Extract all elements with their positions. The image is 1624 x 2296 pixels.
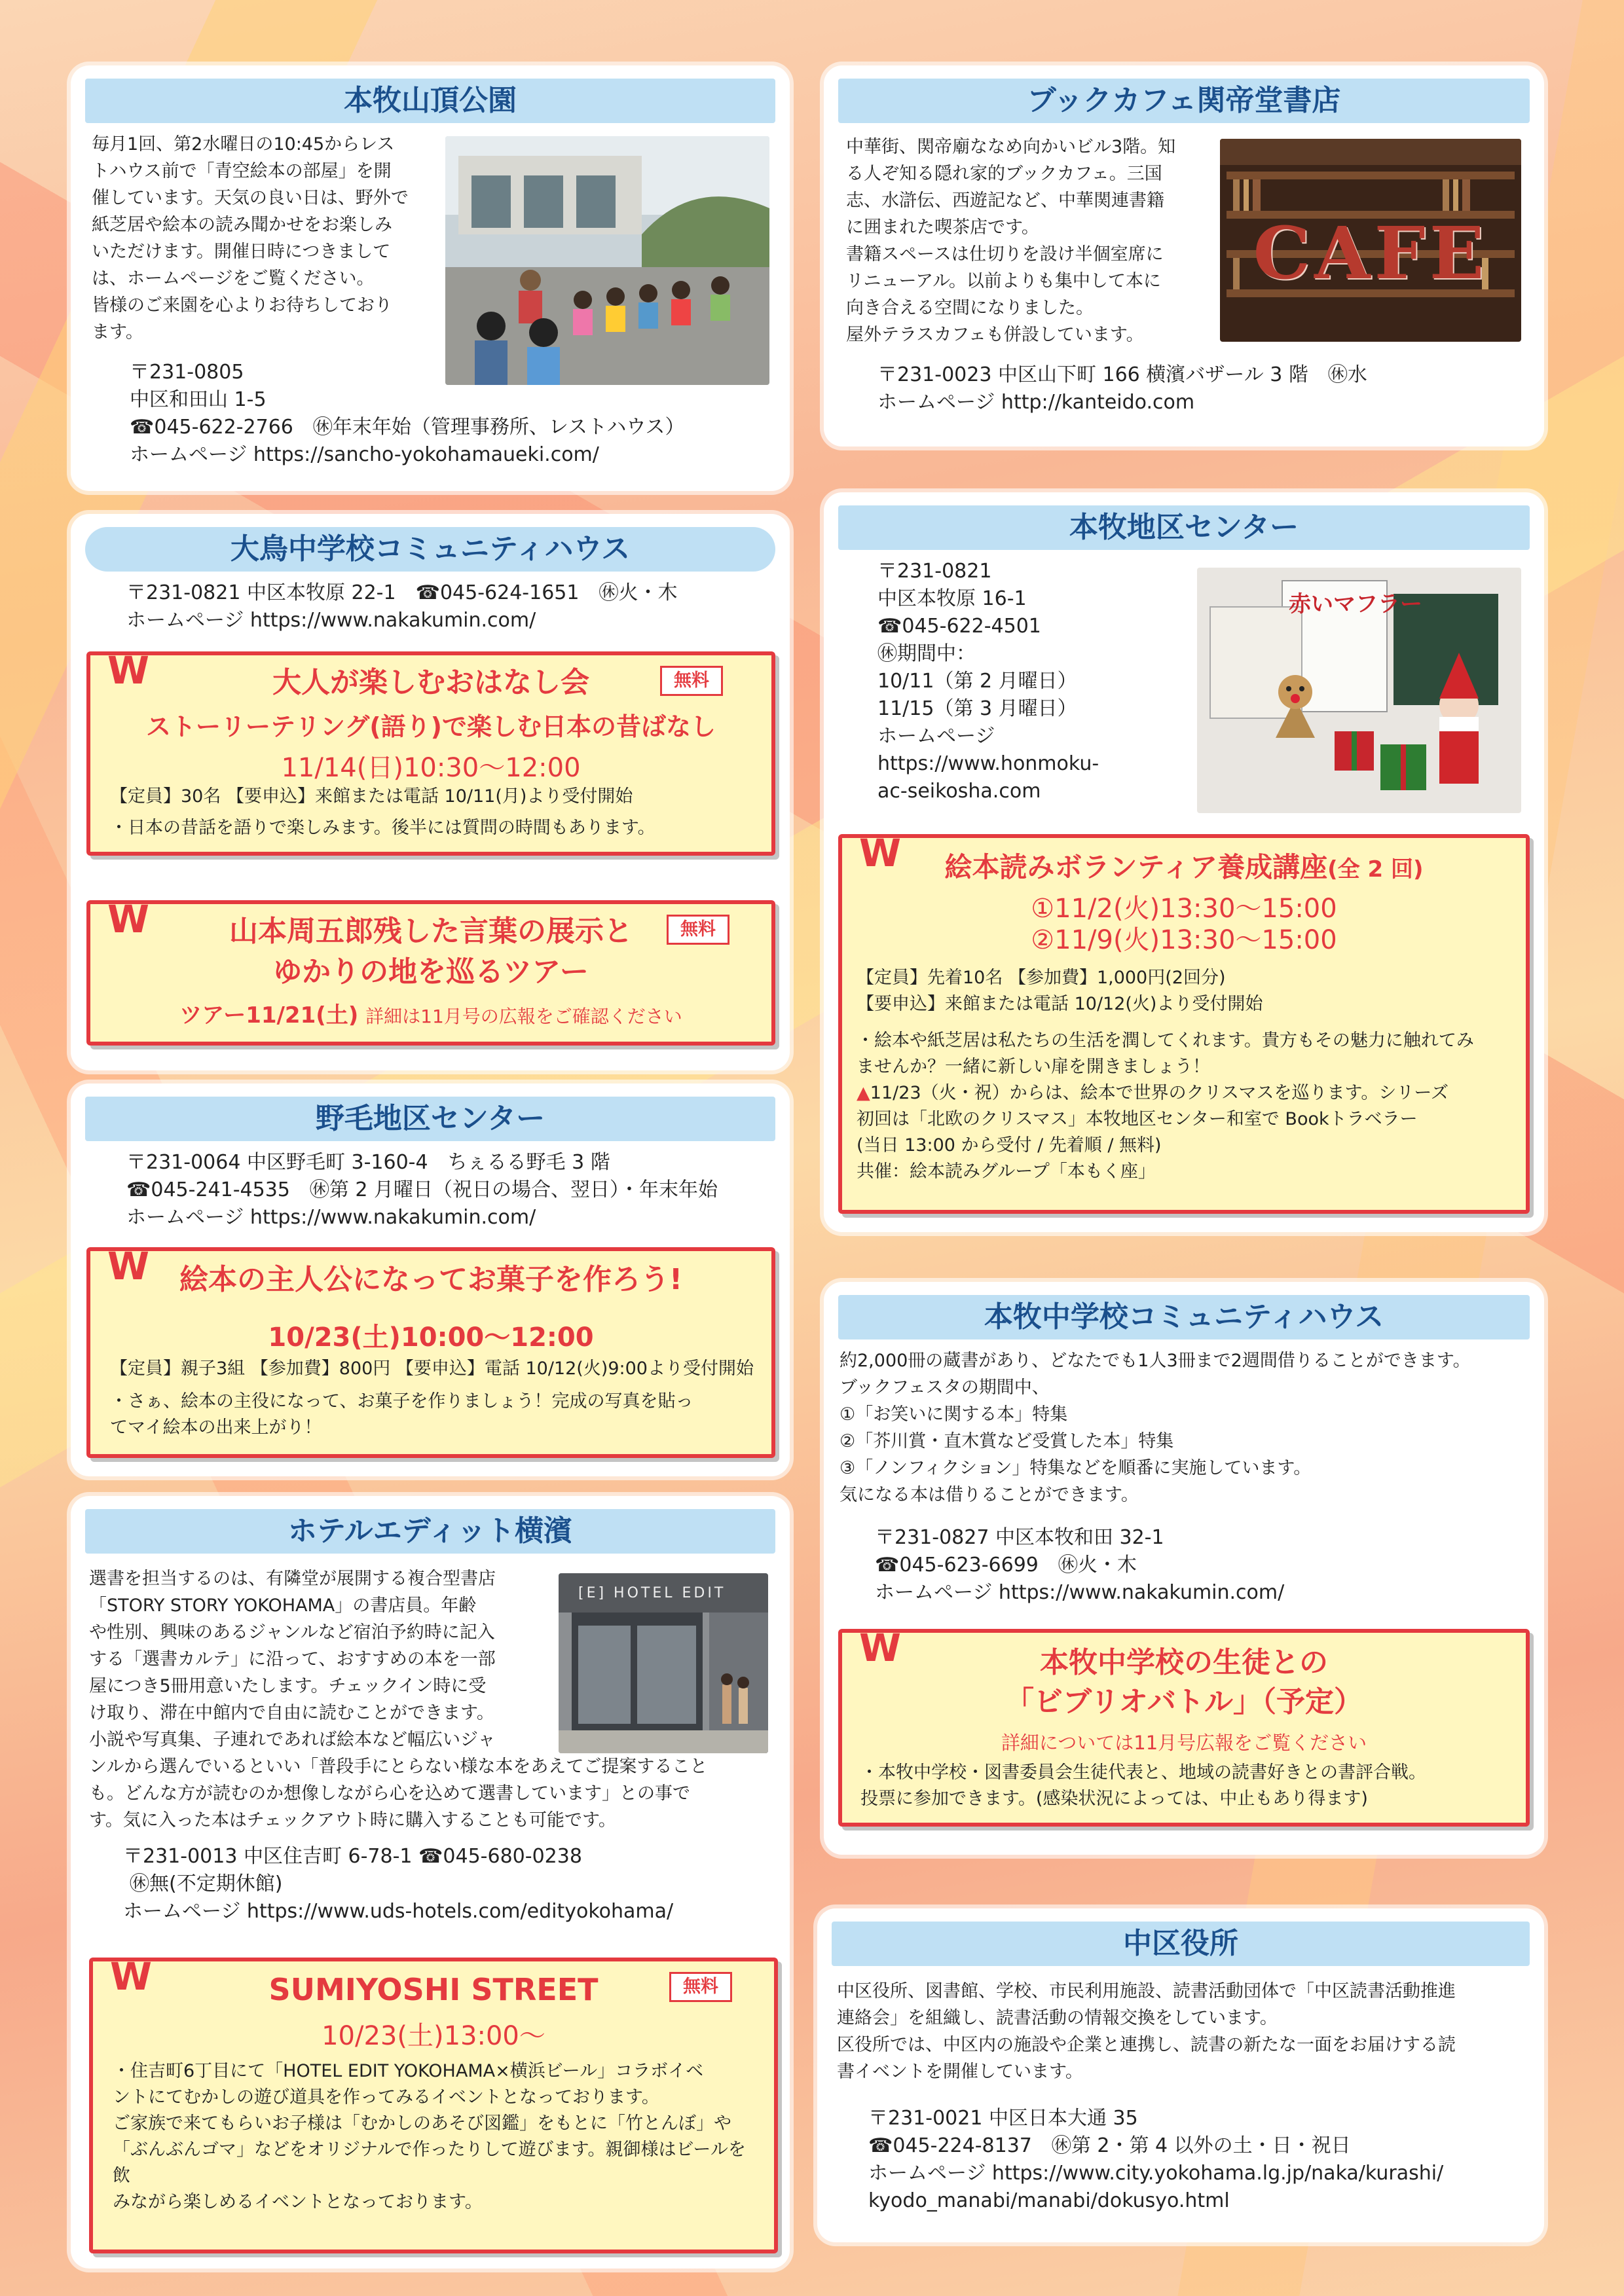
- hotel-title: ホテルエディット横濱: [85, 1509, 775, 1554]
- otori-event-tour: [86, 897, 775, 1046]
- event-title: SUMIYOSHI STREET: [268, 1972, 599, 2007]
- free-badge: 無料: [667, 915, 729, 945]
- event-title: 絵本読みボランティア養成講座(全 2 回): [944, 851, 1424, 883]
- noge-address: 〒231-0064 中区野毛町 3-160-4 ちぇるる野毛 3 階 ☎045-241-4535 ㊡第 2 月曜日（祝日の場合、翌日）・年末年始 ホームページ https://www.nakakumin.com/: [126, 1149, 718, 1231]
- hotel-address: 〒231-0013 中区住吉町 6-78-1 ☎045-680-0238 ㊡無(不定期休館) ホームページ https://www.uds-hotels.com/edityokohama/: [123, 1843, 673, 1925]
- honmoku-jhs-card: [824, 1282, 1544, 1855]
- hotel-event-sumiyoshi: [89, 1954, 778, 2253]
- ward-office-card: [817, 1908, 1544, 2242]
- ward-office-title: 中区役所: [832, 1922, 1530, 1966]
- ward-office-homepage-link[interactable]: ホームページ https://www.city.yokohama.lg.jp/naka/kurashi/ kyodo_manabi/manabi/dokusyo.html: [868, 2162, 1444, 2212]
- honmoku-center-title: 本牧地区センター: [838, 505, 1530, 550]
- honmoku-center-homepage-link[interactable]: https://www.honmoku- ac-seikosha.com: [877, 752, 1099, 803]
- sancho-card: [71, 65, 790, 491]
- event-title-line2: 「ビブリオバトル」（予定）: [1005, 1685, 1363, 1719]
- event-date-1: ①11/2(火)13:30〜15:00: [1031, 894, 1337, 924]
- kanteido-card: [824, 65, 1544, 446]
- kanteido-address: 〒231-0023 中区山下町 166 横濱バザール 3 階 ㊡水 ホームページ http://kanteido.com: [877, 361, 1367, 416]
- tree-icon: ▲: [857, 1083, 870, 1103]
- free-badge: 無料: [669, 1972, 732, 2002]
- event-desc: ・住吉町6丁目にて「HOTEL EDIT YOKOHAMA×横浜ビール」コラボイベ ントにてむかしの遊び道具を作ってみるイベントとなっております。 ご家族で来てもらいお子様は「むかしのあそび図鑑」をもとに「竹とんぼ」や 「ぶんぶんゴマ」などをオリジナルで作ったりして遊びます。親御様はビールを飲 みながら楽しめるイベントとなっております。: [113, 2061, 746, 2212]
- honmoku-jhs-body: 約2,000冊の蔵書があり、どなたでも1人3冊まで2週間借りることができます。 ブックフェスタの期間中、 ①「お笑いに関する本」特集 ②「芥川賞・直木賞など受賞した本」特集 ③「ノンフィクション」特集などを順番に実施しています。 気になる本は借りることができます。: [840, 1351, 1471, 1505]
- event-info: 【定員】30名 【要申込】来館または電話 10/11(月)より受付開始: [110, 786, 633, 807]
- kanteido-body: 中華街、関帝廟ななめ向かいビル3階。知 る人ぞ知る隠れ家的ブックカフェ。三国 志、水滸伝、西遊記など、中華関連書籍 に囲まれた喫茶店です。 書籍スペースは仕切りを設け半個室席に リニューアル。以前よりも集中して本に 向き合える空間になりました。 屋外テラスカフェも併設しています。: [846, 137, 1176, 345]
- otori-event-storytelling: [86, 648, 775, 856]
- kanteido-homepage-link[interactable]: ホームページ http://kanteido.com: [877, 391, 1195, 414]
- honmoku-center-address: 〒231-0821 中区本牧原 16-1 ☎045-622-4501 ㊡期間中： 10/11（第 2 月曜日） 11/15（第 3 月曜日） ホームページ https://www.honmoku- ac-seikosha.com: [877, 558, 1099, 805]
- cafe-photo: [1220, 139, 1521, 342]
- event-title-line1: 山本周五郎残した言葉の展示と: [229, 915, 633, 948]
- event-date-note: ツアー11/21(土) 詳細は11月号の広報をご確認ください: [179, 1002, 682, 1029]
- event-desc: ・さぁ、絵本の主役になって、お菓子を作りましょう！完成の写真を貼っ てマイ絵本の出来上がり！: [110, 1391, 693, 1438]
- cafe-sign: CAFE: [1253, 211, 1488, 295]
- book-cover-title: 赤いマフラー: [1289, 591, 1422, 617]
- hotel-homepage-link[interactable]: ホームページ https://www.uds-hotels.com/edityokohama/: [123, 1900, 674, 1923]
- otori-homepage-link[interactable]: ホームページ https://www.nakakumin.com/: [126, 609, 536, 632]
- event-date: 11/14(日)10:30〜12:00: [281, 753, 581, 783]
- event-title-line1: 本牧中学校の生徒との: [1040, 1646, 1328, 1679]
- event-desc: ・本牧中学校・図書委員会生徒代表と、地域の読書好きとの書評合戦。 投票に参加できます。(感染状況によっては、中止もあり得ます): [860, 1762, 1426, 1809]
- event-desc: ・日本の昔話を語りで楽しみます。後半には質問の時間もあります。: [110, 818, 655, 838]
- noge-homepage-link[interactable]: ホームページ https://www.nakakumin.com/: [126, 1206, 536, 1229]
- event-title: 絵本の主人公になってお菓子を作ろう!: [179, 1263, 683, 1296]
- event-title-line2: ゆかりの地を巡るツアー: [273, 955, 589, 989]
- ward-office-body: 中区役所、図書館、学校、市民利用施設、読書活動団体で「中区読書活動推進 連絡会」を組織し、読書活動の情報交換をしています。 区役所では、中区内の施設や企業と連携し、読書の新たな一面をお届けする読 書イベントを開催しています。: [837, 1981, 1456, 2082]
- event-subtitle: ストーリーテリング(語り)で楽しむ日本の昔ばなし: [146, 712, 716, 741]
- event-desc: ・絵本や紙芝居は私たちの生活を潤してくれます。貴方もその魅力に触れてみ ませんか？一緒に新しい扉を開きましょう！ ▲11/23（火・祝）からは、絵本で世界のクリスマスを巡ります。シリーズ 初回は「北欧のクリスマス」本牧地区センター和室で Bookトラベラー (当日 13:00 から受付 / 先着順 / 無料) 共催：絵本読みグループ「本もく座」: [857, 1030, 1474, 1182]
- event-date: 10/23(土)10:00〜12:00: [268, 1322, 594, 1353]
- kanteido-title: ブックカフェ関帝堂書店: [838, 79, 1530, 123]
- w-mark-icon: W: [859, 831, 901, 875]
- w-mark-icon: W: [107, 648, 149, 693]
- event-note: 詳細については11月号広報をご覧ください: [1001, 1732, 1367, 1754]
- honmoku-jhs-address: 〒231-0827 中区本牧和田 32-1 ☎045-623-6699 ㊡火・木 ホームページ https://www.nakakumin.com/: [875, 1524, 1284, 1607]
- honmoku-jhs-homepage-link[interactable]: ホームページ https://www.nakakumin.com/: [875, 1581, 1285, 1604]
- free-badge: 無料: [660, 666, 723, 696]
- park-photo: [445, 136, 769, 385]
- noge-title: 野毛地区センター: [85, 1097, 775, 1141]
- sancho-address: 〒231-0805 中区和田山 1-5 ☎045-622-2766 ㊡年末年始（管理事務所、レストハウス） ホームページ https://sancho-yokohamaueki.com/: [130, 359, 685, 469]
- hotel-card: [71, 1496, 790, 2269]
- hotel-body: 選書を担当するのは、有隣堂が展開する複合型書店 「STORY STORY YOKOHAMA」の書店員。年齢 や性別、興味のあるジャンルなど宿泊予約時に記入 する「選書カルテ」に沿って、おすすめの本を一部 屋につき5冊用意いたします。チェックイン時に受 け取り、滞在中館内で自由に読むことができます。 小説や写真集、子連れであれば絵本など幅広いジャ ンルから選んでいるといい「普段手にとらない様な本をあえてご提案すること も。どんな方が読むのか想像しながら心を込めて選書しています」との事で す。気に入った本はチェックアウト時に購入することも可能です。: [89, 1569, 708, 1831]
- sancho-title: 本牧山頂公園: [85, 79, 775, 123]
- w-mark-icon: W: [107, 897, 149, 941]
- w-mark-icon: W: [859, 1626, 901, 1670]
- sancho-homepage-link[interactable]: ホームページ https://sancho-yokohamaueki.com/: [130, 443, 599, 466]
- hotel-photo: [559, 1573, 768, 1753]
- event-date: 10/23(土)13:00〜: [322, 2021, 545, 2051]
- w-mark-icon: W: [107, 1244, 149, 1288]
- otori-card: [71, 514, 790, 1070]
- event-title: 大人が楽しむおはなし会: [272, 666, 589, 699]
- ward-office-address: 〒231-0021 中区日本大通 35 ☎045-224-8137 ㊡第 2・第 4 以外の土・日・祝日 ホームページ https://www.city.yokohama.lg.jp/naka/kurashi/ kyodo_manabi/manabi/dokusyo.html: [868, 2105, 1443, 2215]
- event-info: 【定員】先着10名 【参加費】1,000円(2回分) 【要申込】来館または電話 10/12(火)より受付開始: [857, 968, 1263, 1014]
- picture-book-photo: [1197, 568, 1521, 813]
- otori-address: 〒231-0821 中区本牧原 22-1 ☎045-624-1651 ㊡火・木 ホームページ https://www.nakakumin.com/: [126, 579, 677, 634]
- honmoku-center-event-volunteer: [838, 831, 1530, 1214]
- noge-card: [71, 1084, 790, 1476]
- honmoku-jhs-event-bibliobattle: [838, 1626, 1530, 1827]
- honmoku-center-card: [824, 492, 1544, 1232]
- event-info: 【定員】親子3組 【参加費】800円 【要申込】電話 10/12(火)9:00より受付開始: [110, 1358, 754, 1379]
- hotel-photo-sign: [E] HOTEL EDIT: [578, 1585, 726, 1601]
- otori-title: 大鳥中学校コミュニティハウス: [85, 527, 775, 572]
- event-date-2: ②11/9(火)13:30〜15:00: [1031, 925, 1337, 955]
- noge-event-sweets: [86, 1244, 775, 1458]
- sancho-body: 毎月1回、第2水曜日の10:45からレス トハウス前で「青空絵本の部屋」を開 催しています。天気の良い日は、野外で 紙芝居や絵本の読み聞かせをお楽しみ いただけます。開催日時につきまして は、ホームページをご覧ください。 皆様のご来園を心よりお待ちしており ます。: [92, 134, 409, 342]
- honmoku-jhs-title: 本牧中学校コミュニティハウス: [838, 1295, 1530, 1339]
- w-mark-icon: W: [110, 1954, 152, 1999]
